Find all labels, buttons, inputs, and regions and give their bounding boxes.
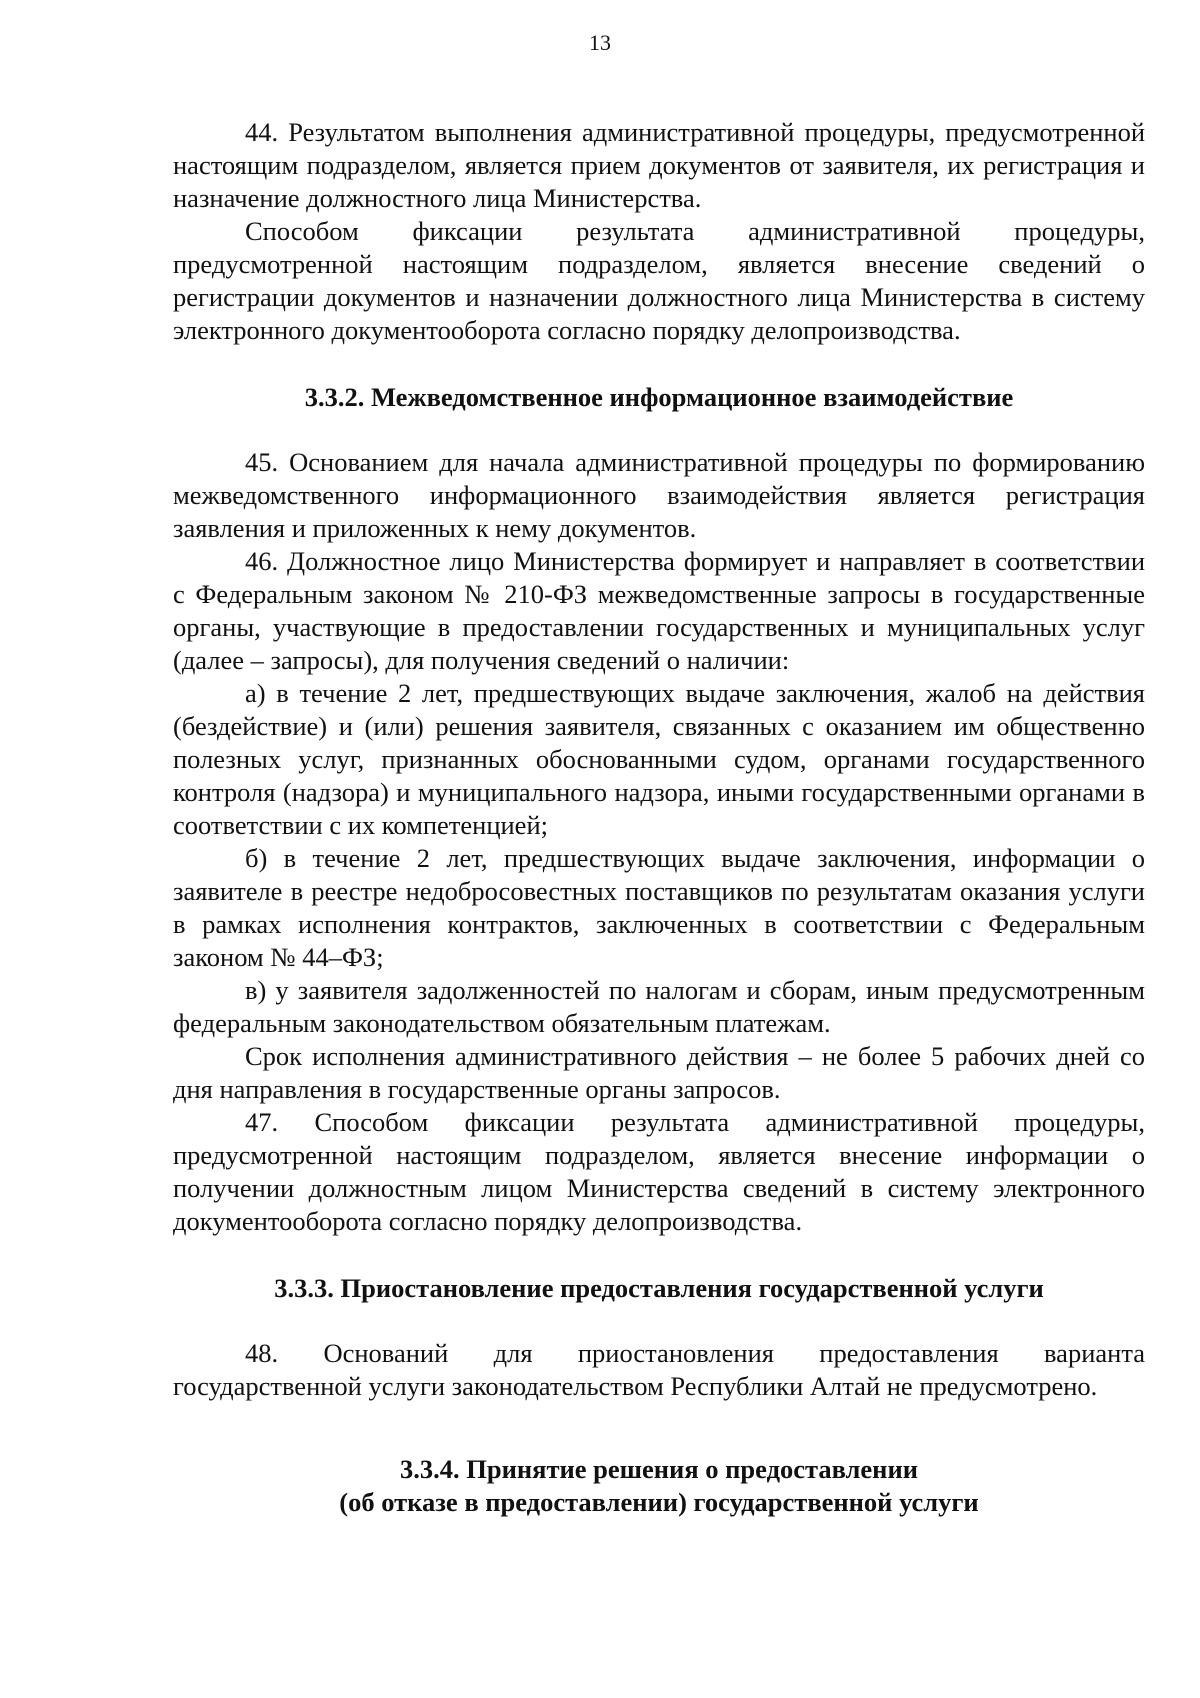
- paragraph-45: 45. Основанием для начала административной процедуры по формированию межведомственного информационного взаимодействия является регистрация заявления и приложенных к нему документов.: [173, 447, 1145, 543]
- section-heading-3-3-4-line2: (об отказе в предоставлении) государственной услуги: [339, 1487, 979, 1517]
- paragraph-46-item-v: в) у заявителя задолженностей по налогам и сборам, иным предусмотренным федеральным законодательством обязательным платежам.: [173, 975, 1145, 1038]
- paragraph-44: 44. Результатом выполнения административной процедуры, предусмотренной настоящим подразделом, является прием документов от заявителя, их регистрация и назначение должностного лица Министерства.: [173, 117, 1145, 213]
- paragraph-48: 48. Оснований для приостановления предоставления варианта государственной услуги законодательством Республики Алтай не предусмотрено.: [173, 1338, 1145, 1401]
- paragraph-46-item-b: б) в течение 2 лет, предшествующих выдаче заключения, информации о заявителе в реестре недобросовестных поставщиков по результатам оказания услуги в рамках исполнения контрактов, заключенных в соответствии с Федеральным законом № 44–ФЗ;: [173, 843, 1145, 972]
- section-heading-3-3-3: 3.3.3. Приостановление предоставления государственной услуги: [274, 1273, 1044, 1303]
- paragraph-46: 46. Должностное лицо Министерства формирует и направляет в соответствии с Федеральным законом № 210-ФЗ межведомственные запросы в государственные органы, участвующие в предоставлении государственных и муниципальных услуг (далее – запросы), для получения сведений о наличии:: [173, 546, 1145, 675]
- section-heading-3-3-2: 3.3.2. Межведомственное информационное взаимодействие: [304, 382, 1014, 412]
- paragraph-47: 47. Способом фиксации результата административной процедуры, предусмотренной настоящим подразделом, является внесение информации о получении должностным лицом Министерства сведений в систему электронного документооборота согласно порядку делопроизводства.: [173, 1107, 1145, 1236]
- page-number: 13: [589, 30, 611, 55]
- paragraph-46-item-a: а) в течение 2 лет, предшествующих выдаче заключения, жалоб на действия (бездействие) и (или) решения заявителя, связанных с оказанием им общественно полезных услуг, признанных обоснованными судом, органами государственного контроля (надзора) и муниципального надзора, иными государственными органами в соответствии с их компетенцией;: [173, 678, 1145, 840]
- paragraph-44-fixation: Способом фиксации результата административной процедуры, предусмотренной настоящим подразделом, является внесение сведений о регистрации документов и назначении должностного лица Министерства в систему электронного документооборота согласно порядку делопроизводства.: [173, 216, 1145, 345]
- section-heading-3-3-4-line1: 3.3.4. Принятие решения о предоставлении: [400, 1454, 918, 1484]
- document-body: [173, 116, 1145, 1519]
- paragraph-deadline: Срок исполнения административного действия – не более 5 рабочих дней со дня направления в государственные органы запросов.: [173, 1041, 1145, 1104]
- section-heading-3-3-4: [173, 1453, 1145, 1519]
